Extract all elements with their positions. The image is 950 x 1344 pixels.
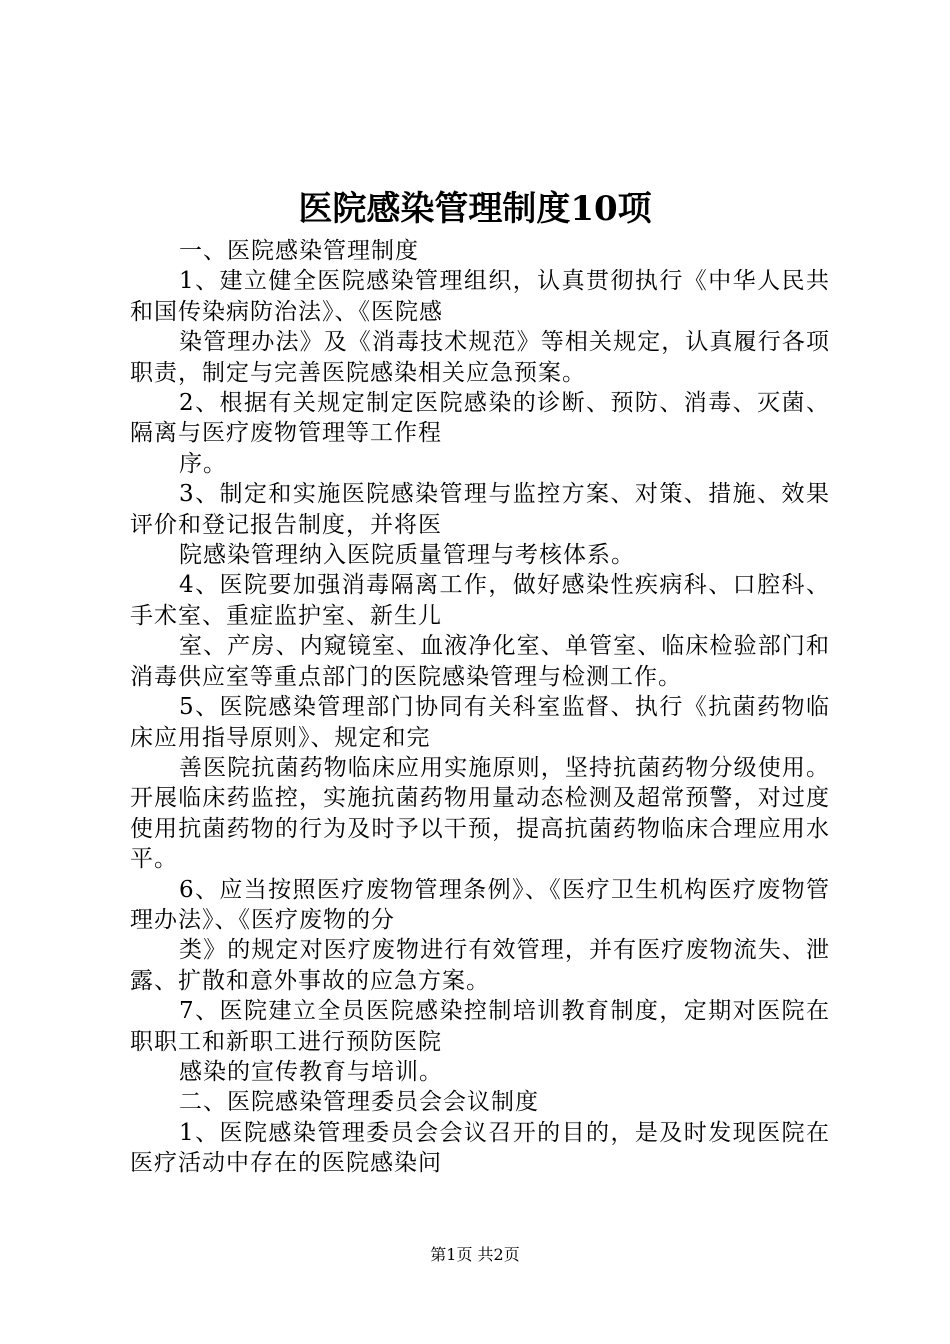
paragraph: 善医院抗菌药物临床应用实施原则，坚持抗菌药物分级使用。开展临床药监控，实施抗菌药物用量动态检测及超常预警，对过度使用抗菌药物的行为及时予以干预，提高抗菌药物临床合理应用水平。 (130, 754, 830, 873)
paragraph: 类》的规定对医疗废物进行有效管理，并有医疗废物流失、泄露、扩散和意外事故的应急方案。 (130, 937, 830, 994)
section-heading: 二、医院感染管理委员会会议制度 (179, 1089, 539, 1116)
paragraph: 3、制定和实施医院感染管理与监控方案、对策、措施、效果评价和登记报告制度，并将医 (130, 481, 830, 538)
document-body (130, 236, 830, 1179)
document-title: 医院感染管理制度10项 (298, 189, 652, 229)
section-heading: 一、医院感染管理制度 (179, 238, 419, 264)
paragraph: 染管理办法》及《消毒技术规范》等相关规定，认真履行各项职责，制定与完善医院感染相关应急预案。 (130, 329, 830, 386)
paragraph: 6、应当按照医疗废物管理条例》、《医疗卫生机构医疗废物管理办法》、《医疗废物的分 (130, 876, 830, 933)
paragraph: 序。 (179, 450, 227, 477)
paragraph: 7、医院建立全员医院感染控制培训教育制度，定期对医院在职职工和新职工进行预防医院 (130, 998, 830, 1055)
paragraph: 2、根据有关规定制定医院感染的诊断、预防、消毒、灭菌、隔离与医疗废物管理等工作程 (130, 390, 830, 447)
paragraph: 感染的宣传教育与培训。 (179, 1058, 443, 1085)
paragraph: 5、医院感染管理部门协同有关科室监督、执行《抗菌药物临床应用指导原则》、规定和完 (130, 694, 830, 751)
paragraph: 1、建立健全医院感染管理组织，认真贯彻执行《中华人民共和国传染病防治法》、《医院感 (130, 268, 830, 325)
paragraph: 1、医院感染管理委员会会议召开的目的，是及时发现医院在医疗活动中存在的医院感染问 (130, 1119, 830, 1177)
paragraph: 室、产房、内窥镜室、血液净化室、单管室、临床检验部门和消毒供应室等重点部门的医院感染管理与检测工作。 (130, 633, 830, 690)
paragraph: 院感染管理纳入医院质量管理与考核体系。 (179, 542, 635, 569)
paragraph: 4、医院要加强消毒隔离工作，做好感染性疾病科、口腔科、手术室、重症监护室、新生儿 (130, 572, 830, 629)
page-footer: 第1页 共2页 (430, 1245, 520, 1264)
